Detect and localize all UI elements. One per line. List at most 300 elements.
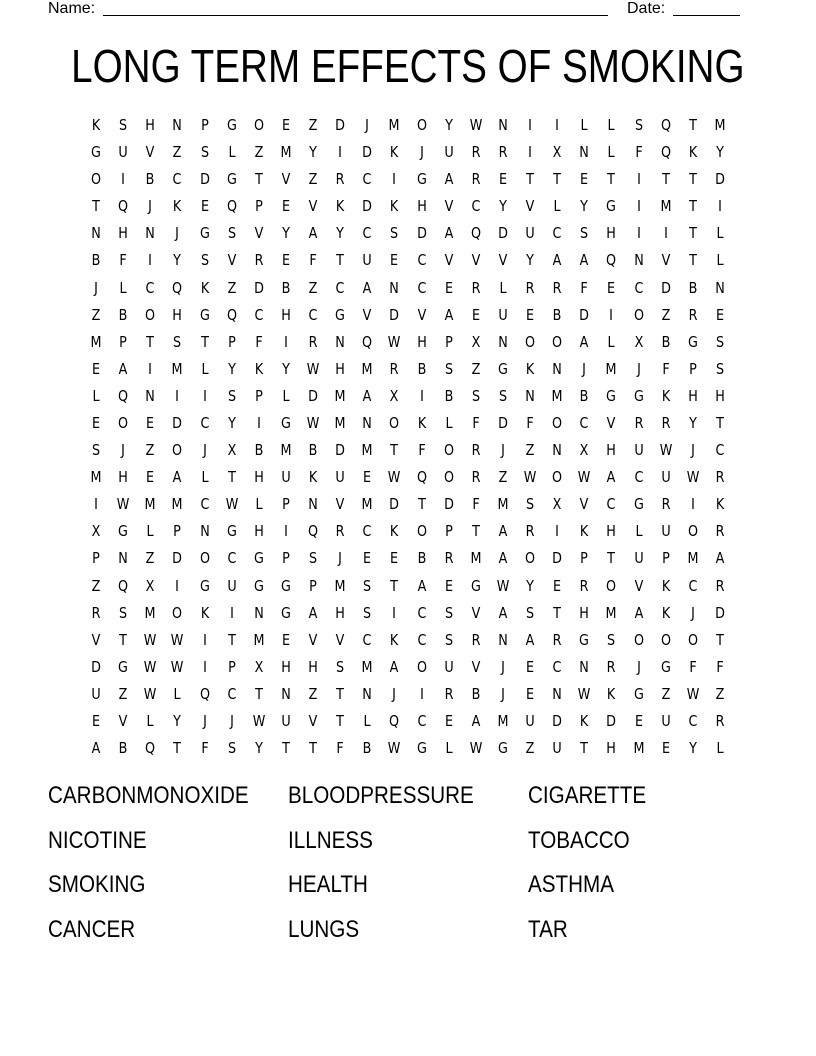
grid-letter: M	[605, 603, 617, 622]
grid-letter: G	[497, 739, 508, 758]
grid-letter: F	[716, 657, 724, 676]
grid-letter: N	[579, 657, 590, 676]
grid-letter: X	[552, 143, 562, 162]
grid-letter: I	[284, 332, 288, 351]
grid-letter: N	[633, 251, 644, 270]
grid-letter: D	[416, 224, 427, 243]
grid-letter: W	[523, 468, 537, 487]
grid-letter: O	[443, 441, 454, 460]
grid-letter: R	[634, 413, 644, 432]
grid-letter: W	[496, 576, 510, 595]
grid-letter: S	[498, 386, 507, 405]
grid-letter: B	[552, 305, 562, 324]
grid-letter: R	[661, 413, 671, 432]
grid-letter: C	[417, 630, 426, 649]
grid-letter: C	[362, 522, 372, 541]
grid-letter: I	[636, 197, 641, 216]
grid-letter: P	[689, 359, 697, 378]
grid-letter: I	[555, 522, 560, 541]
grid-letter: U	[335, 468, 345, 487]
grid-letter: D	[715, 603, 725, 622]
grid-letter: E	[363, 468, 372, 487]
grid-letter: U	[91, 684, 101, 703]
grid-letter: A	[607, 468, 616, 487]
grid-letter: X	[634, 332, 643, 351]
grid-letter: W	[171, 657, 184, 676]
grid-letter: X	[390, 386, 399, 405]
grid-letter: M	[361, 441, 373, 460]
grid-letter: K	[254, 359, 263, 378]
grid-letter: A	[417, 576, 426, 595]
grid-letter: C	[607, 495, 616, 514]
grid-letter: N	[525, 386, 535, 405]
grid-letter: T	[282, 739, 290, 758]
grid-letter: J	[636, 657, 641, 676]
grid-letter: U	[498, 305, 508, 324]
grid-letter: J	[202, 711, 207, 730]
grid-letter: D	[362, 197, 373, 216]
grid-letter: L	[716, 251, 724, 270]
grid-letter: W	[578, 684, 591, 703]
grid-letter: T	[716, 630, 724, 649]
grid-letter: Y	[282, 359, 290, 378]
grid-letter: R	[91, 603, 101, 622]
grid-letter: A	[498, 522, 508, 541]
grid-letter: N	[335, 332, 345, 351]
grid-letter: S	[715, 359, 725, 378]
grid-letter: C	[172, 170, 182, 189]
grid-letter: W	[143, 630, 157, 649]
grid-letter: J	[690, 603, 695, 622]
grid-letter: D	[443, 495, 454, 514]
grid-letter: I	[718, 197, 722, 216]
grid-letter: J	[690, 441, 695, 460]
grid-letter: W	[388, 332, 401, 351]
grid-letter: L	[146, 711, 154, 730]
grid-letter: O	[606, 576, 617, 595]
grid-letter: E	[444, 711, 453, 730]
grid-letter: U	[661, 711, 671, 730]
grid-letter: B	[661, 332, 671, 351]
grid-letter: Y	[526, 251, 534, 270]
grid-letter: M	[144, 603, 156, 622]
grid-letter: M	[497, 711, 509, 730]
grid-letter: N	[552, 684, 562, 703]
grid-letter: Y	[688, 413, 697, 432]
grid-letter: B	[579, 386, 589, 405]
grid-letter: C	[715, 441, 725, 460]
grid-letter: I	[555, 116, 560, 134]
grid-letter: Q	[470, 224, 481, 243]
grid-letter: E	[580, 170, 589, 189]
grid-letter: C	[417, 711, 426, 730]
grid-letter: D	[335, 116, 346, 134]
grid-letter: T	[417, 495, 426, 514]
grid-letter: A	[362, 278, 372, 297]
grid-letter: D	[172, 413, 183, 432]
grid-letter: V	[145, 143, 155, 162]
grid-letter: K	[661, 603, 670, 622]
grid-letter: T	[254, 170, 263, 189]
grid-letter: N	[389, 278, 400, 297]
grid-letter: O	[633, 630, 644, 649]
grid-letter: Z	[145, 549, 155, 568]
grid-letter: M	[361, 495, 373, 514]
grid-letter: I	[256, 413, 261, 432]
grid-letter: Y	[688, 739, 697, 758]
grid-letter: N	[362, 684, 373, 703]
grid-letter: T	[390, 576, 399, 595]
grid-letter: E	[363, 549, 372, 568]
grid-letter: K	[390, 143, 399, 162]
grid-letter: S	[227, 224, 236, 243]
grid-letter: T	[607, 170, 616, 189]
grid-letter: B	[308, 441, 318, 460]
grid-letter: I	[284, 522, 288, 541]
grid-letter: I	[202, 386, 207, 405]
grid-letter: K	[417, 413, 426, 432]
grid-letter: L	[363, 711, 371, 730]
grid-letter: T	[688, 116, 697, 134]
grid-letter: S	[634, 116, 643, 134]
grid-letter: V	[471, 251, 481, 270]
grid-letter: C	[417, 251, 426, 270]
grid-letter: H	[145, 116, 156, 134]
grid-letter: B	[444, 386, 454, 405]
grid-letter: G	[253, 576, 264, 595]
grid-letter: T	[227, 630, 236, 649]
grid-letter: Z	[471, 359, 481, 378]
grid-letter: M	[551, 386, 563, 405]
grid-letter: I	[338, 143, 343, 162]
grid-letter: U	[444, 143, 454, 162]
grid-letter: N	[498, 332, 508, 351]
grid-letter: H	[606, 522, 617, 541]
grid-letter: F	[200, 739, 209, 758]
grid-letter: C	[308, 305, 318, 324]
grid-letter: C	[552, 224, 562, 243]
grid-letter: A	[498, 549, 508, 568]
grid-letter: T	[336, 711, 345, 730]
grid-letter: V	[281, 170, 291, 189]
grid-letter: R	[335, 522, 345, 541]
word-list-item: NICOTINE	[48, 826, 147, 854]
grid-letter: O	[552, 468, 563, 487]
grid-letter: K	[688, 143, 698, 162]
word-list-item: SMOKING	[48, 871, 146, 898]
grid-letter: O	[253, 116, 264, 134]
grid-letter: T	[526, 170, 534, 189]
grid-letter: S	[227, 739, 236, 758]
grid-letter: S	[471, 386, 480, 405]
grid-letter: R	[254, 251, 264, 270]
grid-letter: M	[334, 413, 346, 432]
grid-letter: S	[363, 576, 372, 595]
grid-letter: M	[660, 197, 672, 216]
grid-letter: R	[552, 630, 562, 649]
grid-letter: A	[471, 711, 481, 730]
grid-letter: V	[444, 251, 454, 270]
grid-letter: I	[528, 143, 532, 162]
grid-letter: O	[172, 603, 183, 622]
grid-letter: M	[497, 495, 509, 514]
grid-letter: S	[336, 657, 345, 676]
grid-letter: L	[607, 332, 616, 351]
grid-letter: D	[389, 305, 400, 324]
grid-letter: R	[688, 305, 698, 324]
grid-letter: D	[715, 170, 725, 189]
grid-letter: K	[91, 116, 101, 134]
grid-letter: O	[172, 441, 183, 460]
grid-letter: N	[199, 522, 210, 541]
grid-letter: M	[687, 549, 699, 568]
grid-letter: K	[173, 197, 182, 216]
grid-letter: J	[148, 197, 153, 216]
grid-letter: E	[281, 630, 290, 649]
grid-letter: C	[362, 224, 372, 243]
grid-letter: B	[417, 359, 426, 378]
grid-letter: G	[118, 657, 129, 676]
grid-letter: P	[119, 332, 127, 351]
grid-letter: Z	[308, 684, 318, 703]
grid-letter: L	[228, 143, 236, 162]
grid-letter: G	[687, 332, 698, 351]
grid-letter: G	[497, 359, 508, 378]
grid-letter: J	[582, 359, 587, 378]
grid-letter: V	[634, 576, 643, 595]
grid-letter: H	[606, 224, 617, 243]
grid-letter: W	[306, 359, 320, 378]
grid-letter: W	[143, 684, 157, 703]
grid-letter: L	[580, 116, 588, 134]
grid-letter: R	[715, 576, 725, 595]
grid-letter: O	[633, 305, 644, 324]
grid-letter: Q	[118, 386, 129, 405]
grid-letter: S	[200, 143, 209, 162]
grid-letter: R	[471, 468, 481, 487]
grid-letter: R	[471, 143, 481, 162]
grid-letter: I	[148, 251, 153, 270]
grid-letter: L	[445, 739, 453, 758]
grid-letter: W	[469, 116, 483, 134]
grid-letter: B	[362, 739, 372, 758]
grid-letter: M	[605, 359, 617, 378]
grid-letter: Z	[308, 116, 318, 134]
grid-letter: Z	[525, 441, 535, 460]
grid-letter: J	[94, 278, 98, 297]
grid-letter: U	[226, 576, 237, 595]
grid-letter: U	[281, 468, 291, 487]
grid-letter: E	[526, 305, 535, 324]
grid-letter: C	[335, 278, 345, 297]
grid-letter: I	[175, 386, 180, 405]
grid-letter: T	[200, 332, 209, 351]
grid-letter: Z	[525, 739, 535, 758]
grid-letter: E	[91, 359, 101, 378]
grid-letter: M	[171, 495, 183, 514]
grid-letter: E	[281, 251, 290, 270]
grid-letter: N	[145, 386, 156, 405]
grid-letter: Q	[118, 197, 129, 216]
grid-letter: E	[390, 251, 399, 270]
grid-letter: K	[661, 386, 670, 405]
grid-letter: I	[419, 386, 424, 405]
grid-letter: K	[607, 684, 616, 703]
grid-letter: T	[227, 468, 236, 487]
grid-letter: X	[471, 332, 481, 351]
grid-letter: V	[254, 224, 264, 243]
grid-letter: O	[525, 549, 536, 568]
grid-letter: C	[362, 170, 372, 189]
grid-letter: E	[146, 468, 155, 487]
grid-letter: U	[362, 251, 372, 270]
grid-letter: Q	[172, 278, 183, 297]
grid-letter: G	[280, 413, 291, 432]
grid-letter: E	[200, 197, 209, 216]
grid-letter: V	[579, 495, 589, 514]
grid-letter: Z	[661, 684, 671, 703]
grid-letter: O	[443, 468, 454, 487]
grid-letter: M	[633, 739, 645, 758]
grid-letter: U	[525, 711, 535, 730]
grid-letter: R	[579, 576, 589, 595]
grid-letter: J	[202, 441, 207, 460]
grid-letter: T	[688, 224, 697, 243]
grid-letter: H	[118, 468, 128, 487]
grid-letter: S	[200, 251, 209, 270]
grid-letter: G	[280, 603, 291, 622]
grid-letter: L	[607, 116, 616, 134]
grid-letter: L	[119, 278, 127, 297]
grid-letter: V	[308, 630, 318, 649]
grid-letter: B	[688, 278, 698, 297]
grid-letter: Y	[227, 359, 236, 378]
grid-letter: N	[91, 224, 101, 243]
grid-letter: V	[335, 630, 345, 649]
grid-letter: U	[525, 224, 535, 243]
grid-letter: I	[636, 170, 641, 189]
grid-letter: K	[308, 468, 318, 487]
grid-letter: J	[121, 441, 126, 460]
grid-letter: F	[119, 251, 127, 270]
grid-letter: I	[175, 576, 180, 595]
grid-letter: I	[690, 495, 695, 514]
grid-letter: I	[202, 657, 207, 676]
grid-letter: S	[444, 359, 453, 378]
grid-letter: F	[472, 413, 480, 432]
grid-letter: I	[94, 495, 98, 514]
grid-letter: Y	[173, 711, 182, 730]
grid-letter: V	[362, 305, 372, 324]
grid-letter: M	[470, 549, 482, 568]
grid-letter: C	[634, 468, 644, 487]
grid-letter: G	[253, 549, 264, 568]
grid-letter: K	[390, 630, 399, 649]
grid-letter: D	[308, 386, 318, 405]
grid-letter: O	[416, 657, 427, 676]
grid-letter: V	[308, 711, 318, 730]
grid-letter: B	[118, 305, 128, 324]
grid-letter: E	[471, 305, 480, 324]
grid-letter: H	[688, 386, 698, 405]
grid-letter: J	[419, 143, 424, 162]
grid-letter: L	[255, 495, 263, 514]
grid-letter: F	[417, 441, 426, 460]
grid-letter: A	[118, 359, 128, 378]
grid-letter: A	[444, 170, 454, 189]
grid-letter: T	[688, 251, 697, 270]
grid-letter: D	[498, 224, 508, 243]
grid-letter: F	[580, 278, 588, 297]
grid-letter: D	[199, 170, 210, 189]
grid-letter: S	[715, 332, 725, 351]
grid-letter: S	[227, 386, 236, 405]
grid-letter: B	[471, 684, 481, 703]
grid-letter: A	[390, 657, 399, 676]
grid-letter: Q	[660, 143, 671, 162]
grid-letter: E	[498, 170, 507, 189]
grid-letter: A	[308, 224, 318, 243]
grid-letter: L	[716, 224, 724, 243]
grid-letter: F	[662, 359, 670, 378]
grid-letter: M	[171, 359, 183, 378]
word-list-item: CARBONMONOXIDE	[48, 782, 249, 809]
grid-letter: T	[661, 170, 670, 189]
grid-letter: D	[362, 143, 373, 162]
grid-letter: L	[553, 197, 561, 216]
grid-letter: Q	[362, 332, 373, 351]
grid-letter: D	[579, 305, 590, 324]
grid-letter: A	[444, 305, 454, 324]
grid-letter: J	[501, 684, 505, 703]
grid-letter: T	[471, 522, 480, 541]
grid-letter: K	[390, 197, 399, 216]
grid-letter: F	[472, 495, 480, 514]
grid-letter: X	[91, 522, 101, 541]
grid-letter: B	[417, 549, 426, 568]
grid-letter: R	[471, 630, 481, 649]
grid-letter: L	[146, 522, 154, 541]
grid-letter: B	[91, 251, 101, 270]
grid-letter: Z	[91, 305, 101, 324]
grid-letter: P	[580, 549, 589, 568]
grid-letter: K	[715, 495, 725, 514]
grid-letter: H	[118, 224, 128, 243]
grid-letter: Q	[226, 305, 237, 324]
grid-letter: S	[444, 603, 453, 622]
grid-letter: Q	[118, 576, 129, 595]
grid-letter: O	[118, 413, 129, 432]
grid-letter: N	[362, 413, 373, 432]
grid-letter: D	[552, 711, 563, 730]
grid-letter: I	[663, 224, 668, 243]
grid-letter: Z	[715, 684, 725, 703]
grid-letter: D	[253, 278, 264, 297]
grid-letter: G	[633, 386, 644, 405]
grid-letter: T	[607, 549, 616, 568]
grid-letter: E	[526, 684, 535, 703]
grid-letter: A	[498, 603, 508, 622]
grid-letter: X	[579, 441, 589, 460]
grid-letter: R	[444, 549, 454, 568]
grid-letter: C	[417, 278, 426, 297]
grid-letter: S	[444, 630, 453, 649]
grid-letter: P	[309, 576, 317, 595]
grid-letter: Y	[309, 143, 317, 162]
grid-letter: O	[416, 116, 427, 134]
grid-letter: X	[145, 576, 155, 595]
grid-letter: M	[280, 143, 292, 162]
